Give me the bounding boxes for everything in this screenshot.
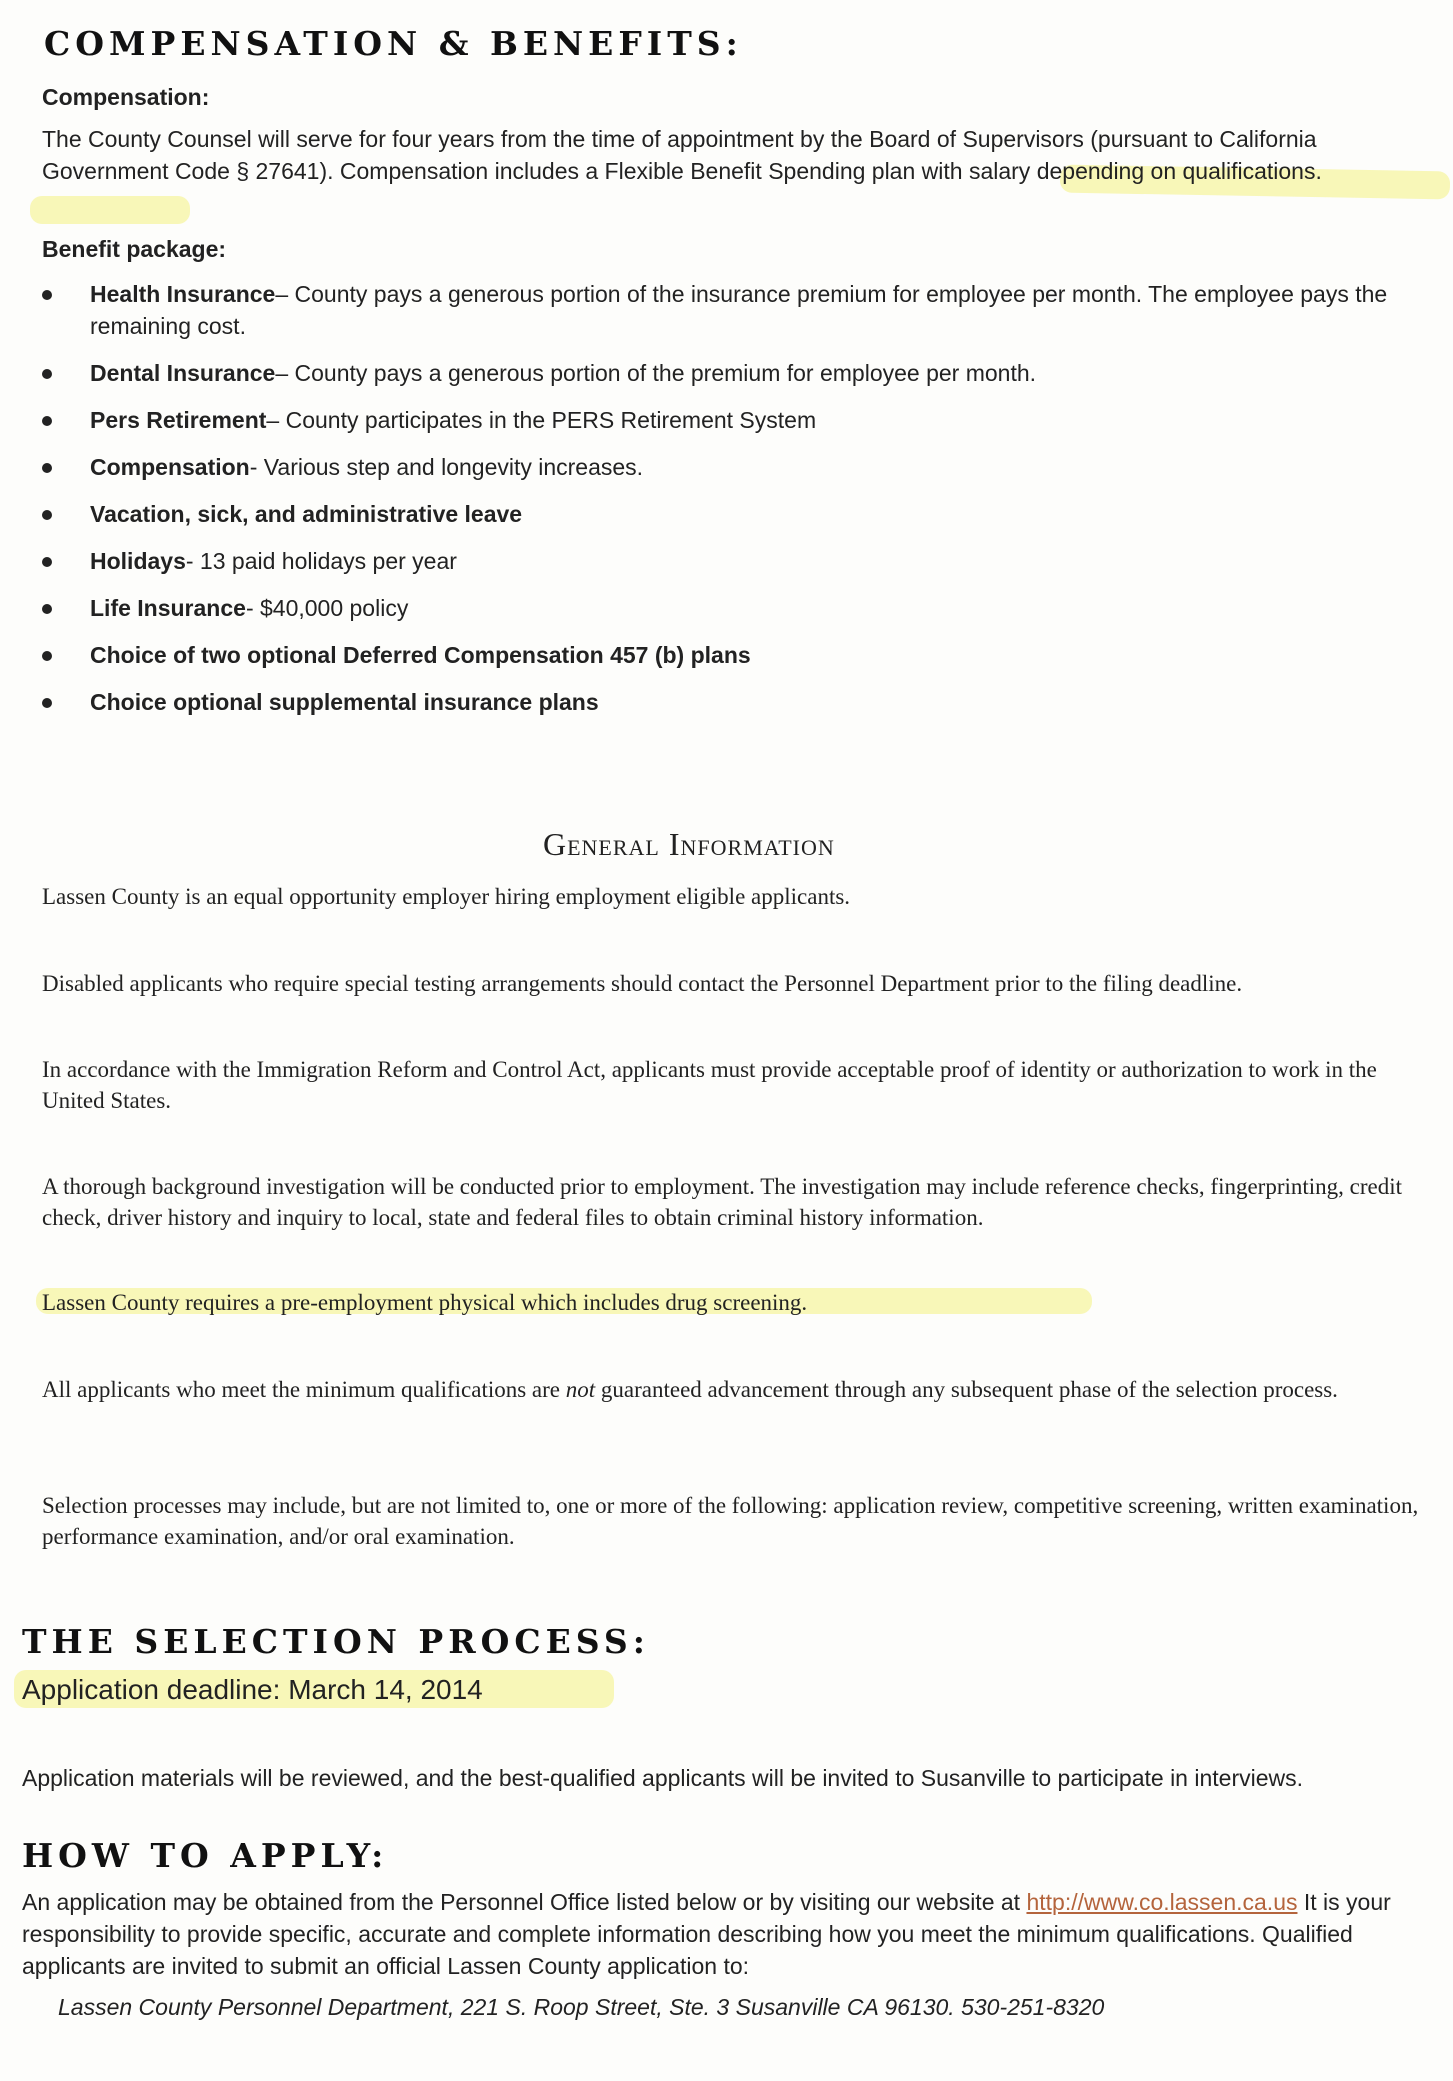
list-item: Choice optional supplemental insurance plans xyxy=(42,686,1442,718)
bullet-icon xyxy=(42,290,52,300)
general-paragraph-6: All applicants who meet the minimum qualifications are not guaranteed advancement through any subsequent phase of the selection process. xyxy=(42,1377,1338,1402)
how-to-apply-heading: HOW TO APPLY: xyxy=(22,1836,389,1875)
general-information-title: General Information xyxy=(543,826,835,862)
benefit-list xyxy=(42,278,1442,733)
list-item: Health Insurance– County pays a generous portion of the insurance premium for employee per month. The employee pays the remaining cost. xyxy=(42,278,1442,342)
bullet-icon xyxy=(42,416,52,426)
highlight-cations xyxy=(30,196,190,224)
selection-text: Application materials will be reviewed, and the best-qualified applicants will be invited to Susanville to participate in interviews. xyxy=(22,1765,1304,1791)
list-item: Choice of two optional Deferred Compensation 457 (b) plans xyxy=(42,639,1442,671)
general-paragraph-7: Selection processes may include, but are not limited to, one or more of the following: application review, competitive screening, written examination, performance examination, and/or oral examination. xyxy=(42,1493,1419,1549)
bullet-icon xyxy=(42,698,52,708)
compensation-text: The County Counsel will serve for four years from the time of appointment by the Board of Supervisors (pursuant to California Government Code § 27641). Compensation includes a Flexible Benefit Spending plan with salary depending on qualifications. xyxy=(42,126,1322,184)
compensation-label: Compensation: xyxy=(42,84,210,110)
selection-process-heading: THE SELECTION PROCESS: xyxy=(22,1622,650,1661)
how-to-apply-text: An application may be obtained from the Personnel Office listed below or by visiting our website at http://www.co.lassen.ca.us It is your responsibility to provide specific, accurate and complete information describing how you meet the minimum qualifications. Qualified applicants are invited to submit an official Lassen County application to: xyxy=(22,1889,1391,1979)
general-paragraph-4: A thorough background investigation will be conducted prior to employment. The investigation may include reference checks, fingerprinting, credit check, driver history and inquiry to local, state and federal files to obtain criminal history information. xyxy=(42,1174,1403,1230)
general-paragraph-1: Lassen County is an equal opportunity employer hiring employment eligible applicants. xyxy=(42,884,851,909)
list-item: Vacation, sick, and administrative leave xyxy=(42,498,1442,530)
list-item: Dental Insurance– County pays a generous portion of the premium for employee per month. xyxy=(42,357,1442,389)
general-paragraph-5: Lassen County requires a pre-employment physical which includes drug screening. xyxy=(42,1290,808,1315)
bullet-icon xyxy=(42,463,52,473)
bullet-icon xyxy=(42,557,52,567)
website-link[interactable]: http://www.co.lassen.ca.us xyxy=(1026,1889,1298,1915)
bullet-icon xyxy=(42,604,52,614)
bullet-icon xyxy=(42,510,52,520)
list-item: Pers Retirement– County participates in the PERS Retirement System xyxy=(42,404,1442,436)
general-paragraph-3: In accordance with the Immigration Reform and Control Act, applicants must provide acceptable proof of identity or authorization to work in the United States. xyxy=(42,1057,1377,1113)
bullet-icon xyxy=(42,651,52,661)
list-item: Compensation- Various step and longevity increases. xyxy=(42,451,1442,483)
general-paragraph-2: Disabled applicants who require special testing arrangements should contact the Personnel Department prior to the filing deadline. xyxy=(42,971,1243,996)
application-deadline: Application deadline: March 14, 2014 xyxy=(22,1674,483,1705)
list-item: Holidays- 13 paid holidays per year xyxy=(42,545,1442,577)
personnel-address: Lassen County Personnel Department, 221 S. Roop Street, Ste. 3 Susanville CA 96130. 530-251-8320 xyxy=(58,1994,1105,2020)
bullet-icon xyxy=(42,369,52,379)
list-item: Life Insurance- $40,000 policy xyxy=(42,592,1442,624)
compensation-heading: COMPENSATION & BENEFITS: xyxy=(44,24,743,63)
benefit-package-label: Benefit package: xyxy=(42,236,227,262)
